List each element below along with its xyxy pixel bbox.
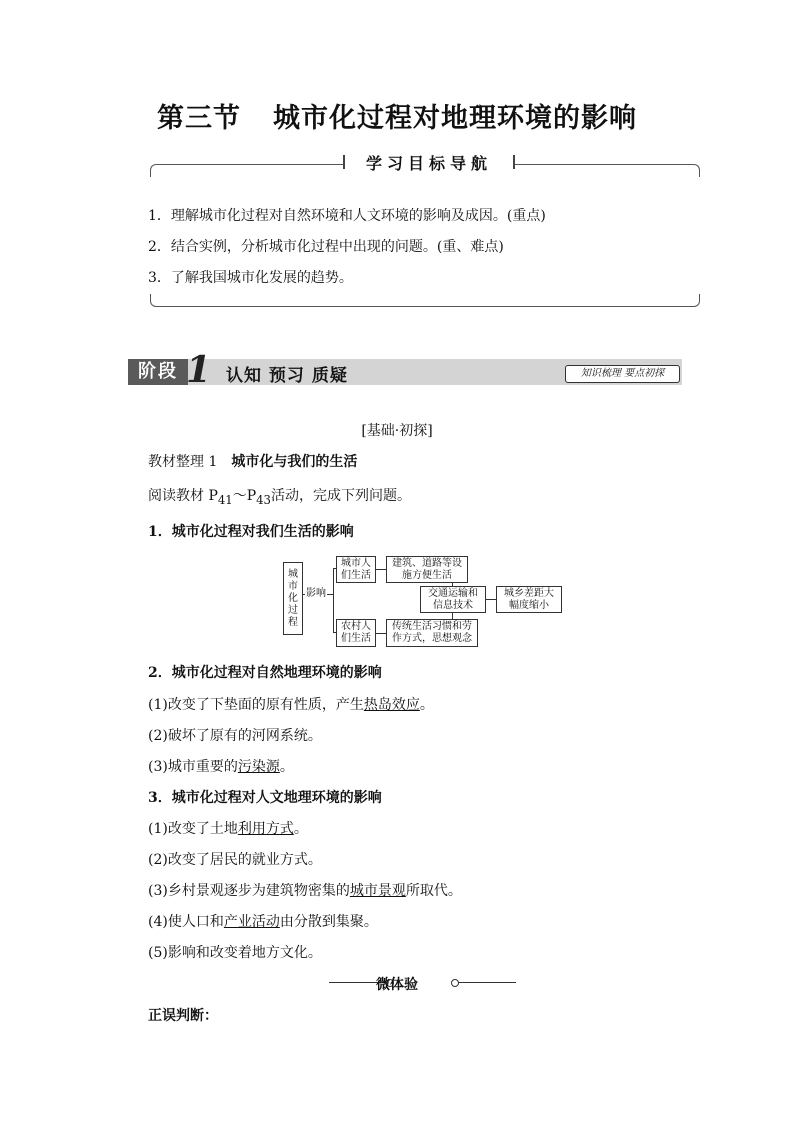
item-text: 。 bbox=[293, 821, 308, 837]
sub-heading: [基础·初探] bbox=[361, 423, 433, 439]
item-text: (3)城市重要的 bbox=[148, 759, 238, 775]
connector bbox=[333, 568, 334, 633]
item-text: (3)乡村景观逐步为建筑物密集的 bbox=[148, 883, 350, 899]
connector bbox=[376, 633, 386, 634]
list-item bbox=[148, 694, 434, 714]
divider-line bbox=[458, 982, 516, 983]
goal-item: 1．理解城市化过程对自然环境和人文环境的影响及成因。(重点) bbox=[148, 208, 546, 224]
section-keyword: 城市化过程 bbox=[171, 665, 242, 681]
item-answer: 城市景观 bbox=[349, 883, 406, 899]
section-number: 2． bbox=[148, 665, 172, 681]
list-item bbox=[148, 880, 462, 900]
diagram-rural-box: 农村人们生活 bbox=[336, 619, 376, 647]
connector bbox=[376, 569, 386, 570]
item-answer: 污染源 bbox=[237, 759, 280, 775]
diagram-urban-box: 城市人们生活 bbox=[336, 556, 376, 583]
diagram-effect-label: 影响 bbox=[305, 585, 327, 602]
connector bbox=[486, 599, 496, 600]
section-text: 对自然地理环境的影响 bbox=[241, 665, 382, 681]
section-keyword: 城市化过程 bbox=[171, 524, 242, 540]
goal-item: 2．结合实例，分析城市化过程中出现的问题。(重、难点) bbox=[148, 239, 504, 255]
reading-page-end: 43 bbox=[256, 492, 271, 507]
section-number: 第三节 bbox=[157, 103, 241, 134]
list-item bbox=[148, 849, 322, 869]
connector bbox=[452, 583, 453, 586]
section-keyword: 城市化过程 bbox=[171, 790, 242, 806]
connector bbox=[452, 613, 453, 619]
section-text: 对我们生活的影响 bbox=[241, 524, 354, 540]
item-text: 由分散到集聚。 bbox=[279, 914, 378, 930]
page-title bbox=[0, 96, 794, 135]
material-topic: 城市化与我们的生活 bbox=[231, 454, 358, 470]
item-text: 。 bbox=[419, 697, 434, 713]
item-answer: 热岛效应 bbox=[363, 697, 420, 713]
judgement-heading: 正误判断： bbox=[148, 1008, 218, 1024]
stage-title: 认知 预习 质疑 bbox=[226, 366, 348, 386]
section-text: 对人文地理环境的影响 bbox=[241, 790, 382, 806]
item-text: (5)影响和改变着地方文化。 bbox=[148, 945, 322, 961]
diagram-urban-result-box: 建筑、道路等设施方便生活 bbox=[386, 556, 468, 583]
item-text: (1)改变了下垫面的原有性质，产生 bbox=[148, 697, 364, 713]
goals-heading: 学习目标导航 bbox=[343, 151, 515, 174]
material-heading bbox=[148, 451, 357, 471]
item-answer: 产业活动 bbox=[223, 914, 280, 930]
item-text: 所取代。 bbox=[405, 883, 462, 899]
item-text: 。 bbox=[279, 759, 294, 775]
stage-tag: 知识梳理 要点初探 bbox=[565, 365, 680, 383]
reading-text: 活动，完成下列问题。 bbox=[270, 488, 411, 504]
stage-number: 1 bbox=[186, 349, 212, 391]
goal-item: 3．了解我国城市化发展的趋势。 bbox=[148, 270, 353, 286]
reading-instruction bbox=[148, 485, 411, 507]
section-2-heading bbox=[148, 662, 382, 682]
diagram-root-box: 城市化过程 bbox=[283, 562, 303, 635]
item-text: (1)改变了土地 bbox=[148, 821, 238, 837]
section-number: 3． bbox=[148, 790, 172, 806]
list-item bbox=[148, 911, 378, 931]
diagram-transport-box: 交通运输和信息技术 bbox=[420, 586, 486, 613]
divider-dot bbox=[451, 979, 459, 987]
item-answer: 利用方式 bbox=[237, 821, 294, 837]
section-number: 1． bbox=[148, 524, 172, 540]
list-item bbox=[148, 818, 308, 838]
item-text: (2)破坏了原有的河网系统。 bbox=[148, 728, 322, 744]
diagram-gap-box: 城乡差距大幅度缩小 bbox=[496, 586, 562, 613]
reading-page-start: 41 bbox=[217, 492, 233, 507]
item-text: (4)使人口和 bbox=[148, 914, 224, 930]
section-3-heading bbox=[148, 787, 382, 807]
reading-text: 阅读教材 P bbox=[148, 488, 218, 504]
reading-text: ～P bbox=[232, 488, 257, 504]
goals-frame-bottom bbox=[150, 294, 700, 307]
list-item bbox=[148, 942, 322, 962]
item-text: (2)改变了居民的就业方式。 bbox=[148, 852, 322, 868]
section-title: 城市化过程对地理环境的影响 bbox=[273, 103, 637, 134]
stage-badge: 阶段 bbox=[128, 359, 188, 385]
diagram-rural-result-box: 传统生活习惯和劳作方式，思想观念 bbox=[386, 619, 478, 647]
section-1-heading bbox=[148, 521, 354, 541]
list-item bbox=[148, 756, 294, 776]
list-item bbox=[148, 725, 322, 745]
material-label: 教材整理 1 bbox=[148, 454, 218, 470]
micro-experience-heading: 微体验 bbox=[376, 977, 418, 993]
